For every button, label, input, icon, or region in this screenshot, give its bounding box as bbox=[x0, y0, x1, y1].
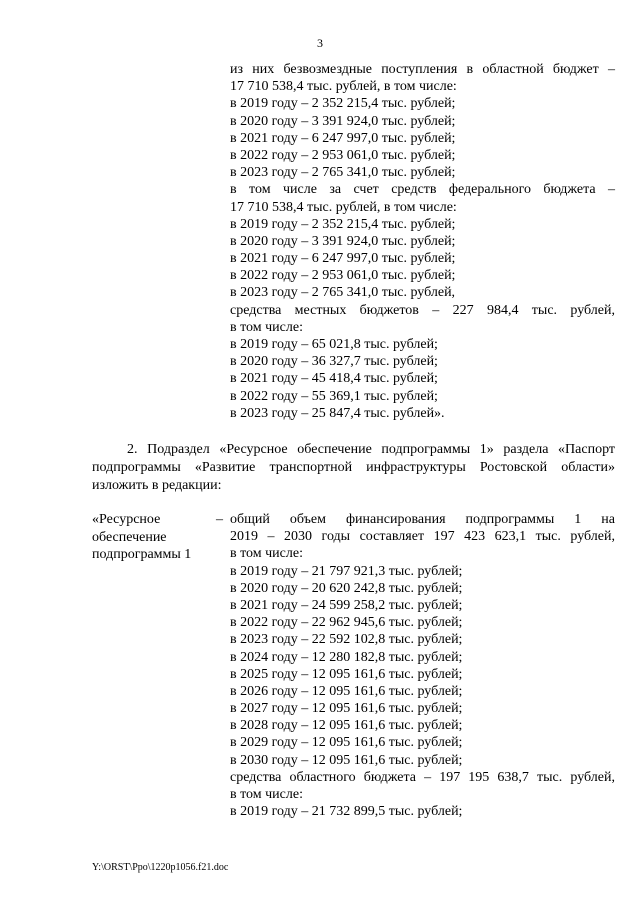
page-number: 3 bbox=[317, 36, 323, 50]
text-line: в 2021 году – 45 418,4 тыс. рублей; bbox=[230, 371, 438, 387]
resource-support-label bbox=[92, 511, 212, 564]
text-line: в 2026 году – 12 095 161,6 тыс. рублей; bbox=[230, 683, 463, 699]
text-line: в 2019 году – 21 732 899,5 тыс. рублей; bbox=[230, 804, 463, 820]
text-line: в 2019 году – 2 352 215,4 тыс. рублей; bbox=[230, 216, 456, 232]
text-line: в 2029 году – 12 095 161,6 тыс. рублей; bbox=[230, 735, 463, 751]
text-line: в 2025 году – 12 095 161,6 тыс. рублей; bbox=[230, 666, 463, 682]
text-line: в 2019 году – 21 797 921,3 тыс. рублей; bbox=[230, 563, 463, 579]
text-line: в 2020 году – 3 391 924,0 тыс. рублей; bbox=[230, 113, 456, 129]
text-line: в 2024 году – 12 280 182,8 тыс. рублей; bbox=[230, 649, 463, 665]
funding-details-block bbox=[230, 511, 615, 820]
text-line: общий объем финансирования подпрограммы 1 на bbox=[230, 512, 615, 527]
text-line: 17 710 538,4 тыс. рублей, в том числе: bbox=[230, 79, 457, 95]
label-line: обеспечение bbox=[92, 529, 167, 545]
text-line: 17 710 538,4 тыс. рублей, в том числе: bbox=[230, 199, 457, 215]
label-line: «Ресурсное bbox=[92, 512, 161, 527]
text-line: в 2023 году – 2 765 341,0 тыс. рублей; bbox=[230, 165, 456, 181]
label-line: подпрограммы 1 bbox=[92, 547, 192, 562]
funding-continuation-block bbox=[230, 61, 615, 422]
text-line: в 2023 году – 22 592 102,8 тыс. рублей; bbox=[230, 632, 463, 648]
text-line: в 2022 году – 22 962 945,6 тыс. рублей; bbox=[230, 615, 463, 631]
text-line: в 2020 году – 20 620 242,8 тыс. рублей; bbox=[230, 580, 463, 596]
text-line: в 2022 году – 2 953 061,0 тыс. рублей; bbox=[230, 268, 456, 284]
text-line: в том числе: bbox=[230, 319, 303, 335]
text-line: в 2021 году – 24 599 258,2 тыс. рублей; bbox=[230, 597, 463, 613]
text-line: в 2022 году – 55 369,1 тыс. рублей; bbox=[230, 388, 438, 404]
text-line: в 2020 году – 36 327,7 тыс. рублей; bbox=[230, 354, 438, 370]
text-line: 2019 – 2030 годы составляет 197 423 623,1 тыс. рублей, bbox=[230, 529, 615, 545]
text-line: средства областного бюджета – 197 195 638,7 тыс. рублей, bbox=[230, 769, 615, 785]
text-line: в том числе за счет средств федерального бюджета – bbox=[230, 182, 615, 198]
text-line: в 2019 году – 2 352 215,4 тыс. рублей; bbox=[230, 96, 456, 112]
text-line: в том числе: bbox=[230, 787, 303, 802]
amendment-paragraph bbox=[92, 441, 615, 495]
text-line: в 2022 году – 2 953 061,0 тыс. рублей; bbox=[230, 147, 456, 163]
text-line: в 2027 году – 12 095 161,6 тыс. рублей; bbox=[230, 701, 463, 717]
text-line: в 2030 году – 12 095 161,6 тыс. рублей; bbox=[230, 752, 463, 768]
text-line: в 2019 году – 65 021,8 тыс. рублей; bbox=[230, 337, 438, 352]
file-path-footer: Y:\ORST\Ppo\1220p1056.f21.doc bbox=[92, 862, 229, 873]
text-line: в 2020 году – 3 391 924,0 тыс. рублей; bbox=[230, 233, 456, 249]
text-line: средства местных бюджетов – 227 984,4 тыс. рублей, bbox=[230, 302, 615, 318]
paragraph-line: подпрограммы «Развитие транспортной инфраструктуры Ростовской области» bbox=[92, 460, 615, 475]
label-dash: – bbox=[216, 512, 223, 527]
text-line: из них безвозмездные поступления в областной бюджет – bbox=[230, 62, 615, 77]
paragraph-line: 2. Подраздел «Ресурсное обеспечение подпрограммы 1» раздела «Паспорт bbox=[127, 442, 615, 457]
text-line: в 2023 году – 25 847,4 тыс. рублей». bbox=[230, 405, 445, 421]
text-line: в том числе: bbox=[230, 546, 303, 562]
paragraph-line: изложить в редакции: bbox=[92, 478, 222, 493]
text-line: в 2021 году – 6 247 997,0 тыс. рублей; bbox=[230, 130, 456, 146]
text-line: в 2021 году – 6 247 997,0 тыс. рублей; bbox=[230, 251, 456, 267]
text-line: в 2028 году – 12 095 161,6 тыс. рублей; bbox=[230, 718, 463, 734]
text-line: в 2023 году – 2 765 341,0 тыс. рублей, bbox=[230, 285, 456, 301]
